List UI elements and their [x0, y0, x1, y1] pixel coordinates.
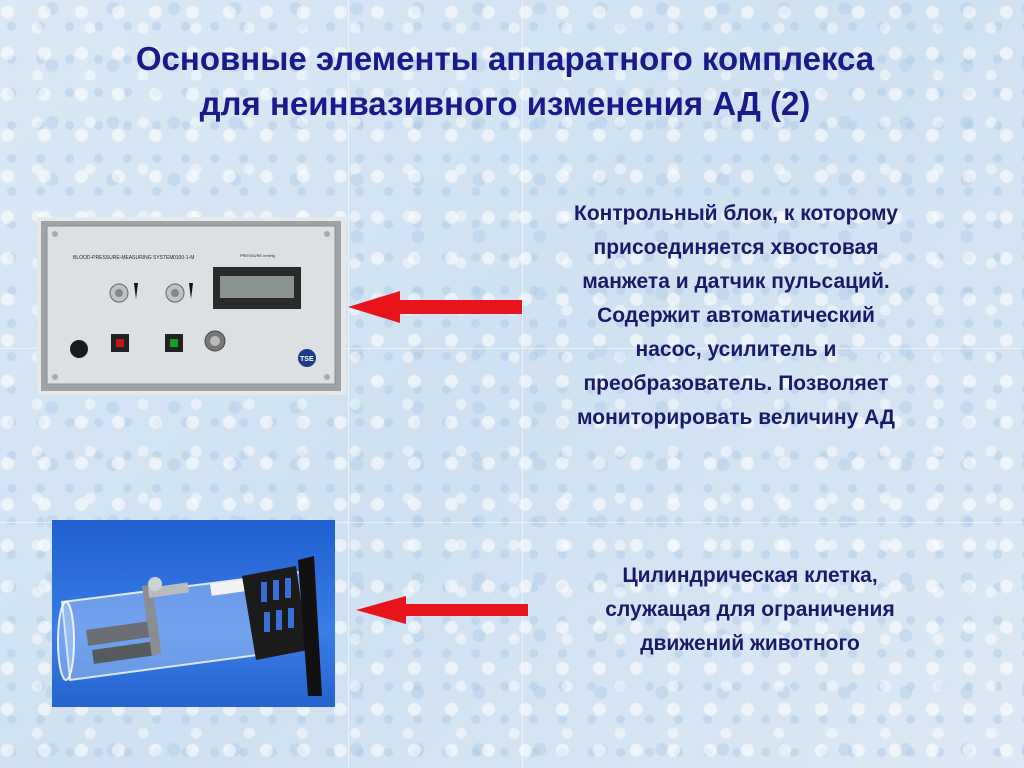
- caption-line: преобразователь. Позволяет: [583, 372, 889, 395]
- panel-label: BLOOD-PRESSURE-MEASURING SYSTEM: [73, 255, 174, 261]
- caption-line: присоединяется хвостовая: [593, 236, 879, 259]
- panel-pressure-label: PRESSURE mmHg: [240, 253, 275, 258]
- cage-illustration: [52, 520, 335, 707]
- control-unit-photo: [37, 217, 346, 395]
- caption-line: Контрольный блок, к которому: [574, 202, 898, 225]
- panel-model: 0100-1-M: [173, 255, 195, 261]
- caption-line: мониторировать величину АД: [576, 406, 895, 429]
- caption-line: насос, усилитель и: [635, 338, 837, 361]
- title-line: Основные элементы аппаратного комплекса: [135, 40, 875, 77]
- cylindrical-cage-photo: [52, 520, 335, 707]
- caption-line: Содержит автоматический: [597, 304, 875, 327]
- caption-line: Цилиндрическая клетка,: [622, 564, 878, 587]
- caption-line: движений животного: [640, 632, 860, 655]
- caption-line: манжета и датчик пульсаций.: [582, 270, 890, 293]
- control-unit-caption: [506, 197, 966, 435]
- brand-logo: TSE: [300, 356, 314, 363]
- cage-caption: [520, 559, 980, 661]
- slide-title: [0, 36, 1010, 126]
- caption-line: служащая для ограничения: [605, 598, 895, 621]
- title-line: для неинвазивного изменения АД (2): [199, 85, 811, 122]
- control-unit-illustration: [37, 217, 346, 395]
- arrow-left-icon: [348, 290, 523, 324]
- arrow-left-icon: [356, 593, 528, 627]
